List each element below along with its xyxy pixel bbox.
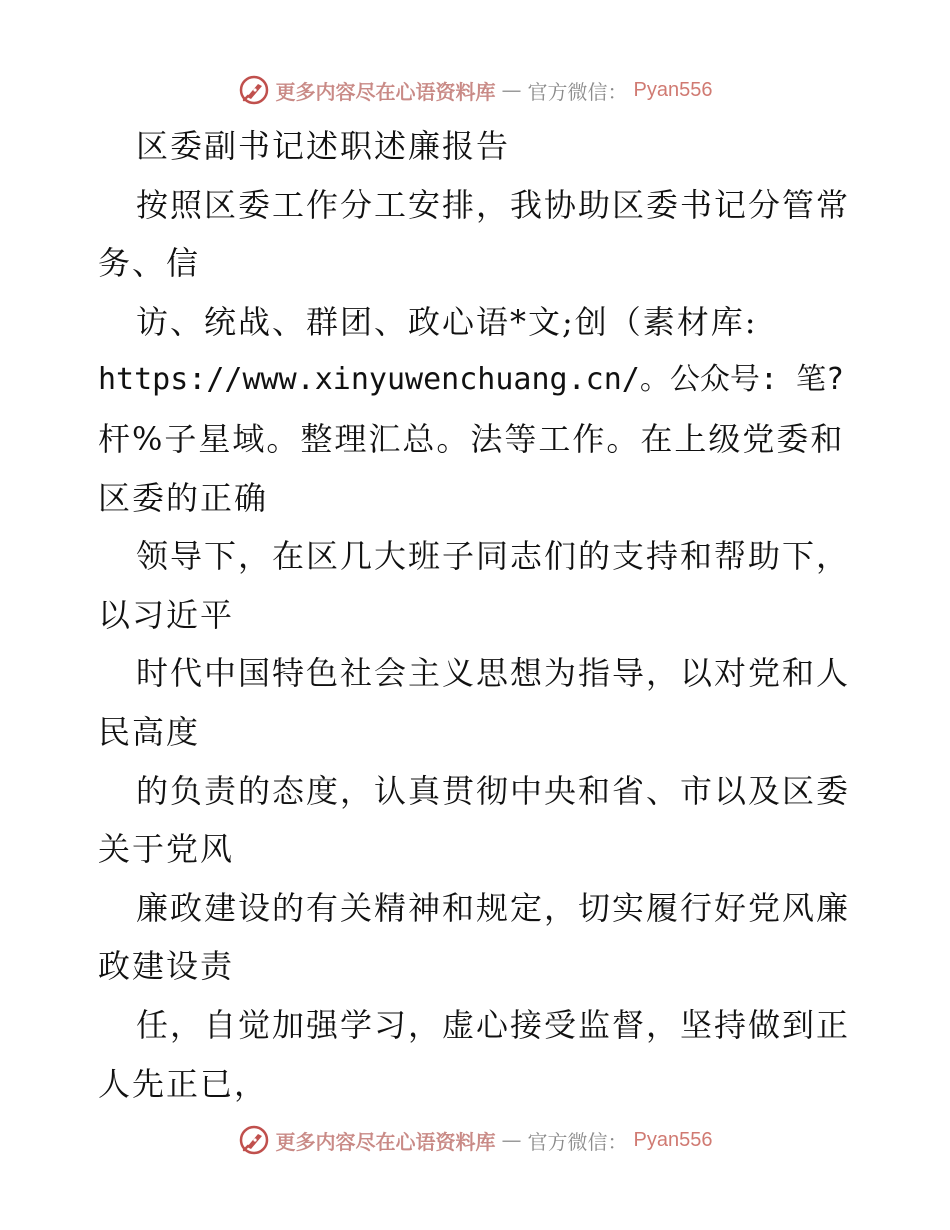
paragraph-line: https://www.xinyuwenchuang.cn/。公众号: 笔? <box>98 362 845 398</box>
document-title: 区委副书记述职述廉报告 <box>136 127 511 165</box>
header-watermark-banner <box>0 70 950 110</box>
paragraph-line: 领导下，在区几大班子同志们的支持和帮助下， <box>136 537 851 576</box>
paragraph-line: 的负责的态度，认真贯彻中央和省、市以及区委 <box>136 771 851 810</box>
paragraph-line: 按照区委工作分工安排，我协助区委书记分管常 <box>136 185 851 224</box>
pen-nib-logo-icon <box>238 1124 270 1156</box>
paragraph-line: 杆%子星域。整理汇总。法等工作。在上级党委和 <box>98 419 845 458</box>
paragraph-line: 以习近平 <box>98 595 235 634</box>
banner-wechat-handle: Pyan556 <box>633 1128 713 1151</box>
paragraph-line: 区委的正确 <box>98 478 269 517</box>
banner-wechat-label: 官方微信： <box>527 79 628 104</box>
banner-title: 更多内容尽在心语资料库 <box>275 1129 496 1154</box>
paragraph-line: 廉政建设的有关精神和规定，切实履行好党风廉 <box>136 888 851 927</box>
paragraph-line: 访、统战、群团、政心语*文;创（素材库: <box>136 302 758 341</box>
paragraph-line: 务、信 <box>98 244 201 283</box>
banner-separator: — <box>501 78 522 102</box>
footer-watermark-banner <box>0 1120 950 1160</box>
document-body <box>98 117 858 1113</box>
banner-title: 更多内容尽在心语资料库 <box>275 79 496 104</box>
paragraph-line: 政建设责 <box>98 947 235 986</box>
paragraph-line: 时代中国特色社会主义思想为指导，以对党和人 <box>136 654 851 693</box>
paragraph-line: 人先正已， <box>98 1064 269 1103</box>
banner-separator: — <box>501 1128 522 1152</box>
banner-wechat-label: 官方微信： <box>527 1129 628 1154</box>
banner-wechat-handle: Pyan556 <box>633 78 713 101</box>
paragraph-line: 任，自觉加强学习，虚心接受监督，坚持做到正 <box>136 1005 851 1044</box>
paragraph-line: 民高度 <box>98 712 201 751</box>
paragraph-line: 关于党风 <box>98 830 235 869</box>
pen-nib-logo-icon <box>238 74 270 106</box>
